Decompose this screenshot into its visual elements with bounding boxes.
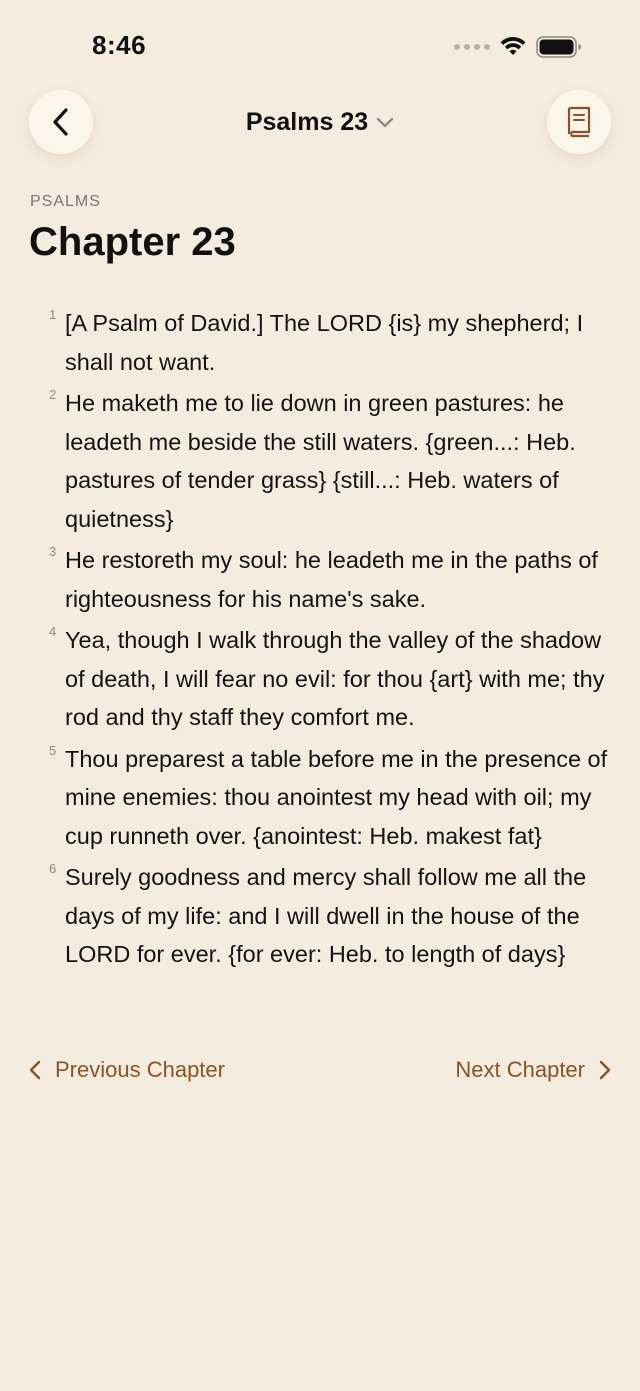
verse-number: 6	[49, 861, 57, 876]
next-chapter-label: Next Chapter	[455, 1057, 585, 1082]
verse-text: He maketh me to lie down in green pastures: he leadeth me beside the still waters. {green...: Heb. pastures of tender grass} {still...: Heb. waters of quietness}	[65, 390, 576, 532]
chapter-navigation	[29, 1054, 611, 1086]
book-icon	[565, 105, 593, 139]
signal-dots-icon	[454, 44, 490, 50]
chapter-title: Chapter 23	[29, 220, 236, 264]
chevron-down-icon	[376, 117, 394, 129]
verse	[40, 541, 620, 618]
chevron-right-icon	[599, 1060, 611, 1080]
verse-list	[40, 304, 620, 977]
status-time: 8:46	[92, 30, 147, 60]
verse-number: 4	[49, 624, 57, 639]
book-button[interactable]	[547, 90, 611, 154]
verse-number: 1	[49, 307, 57, 322]
chevron-left-icon	[29, 1060, 41, 1080]
verse-text: Thou preparest a table before me in the presence of mine enemies: thou anointest my head with oil; my cup runneth over. {anointest: Heb. makest fat}	[65, 745, 608, 849]
previous-chapter-label: Previous Chapter	[55, 1057, 225, 1082]
verse	[40, 304, 620, 381]
book-label: PSALMS	[30, 193, 101, 210]
verse	[40, 384, 620, 538]
next-chapter-button[interactable]	[455, 1057, 611, 1083]
verse-number: 2	[49, 387, 57, 402]
verse	[40, 858, 620, 974]
header	[0, 90, 640, 156]
chapter-picker[interactable]	[246, 108, 394, 137]
verse-number: 5	[49, 742, 57, 758]
verse-text: Yea, though I walk through the valley of the shadow of death, I will fear no evil: for thou {art} with me; thy rod and thy staff they comfort me.	[65, 627, 605, 730]
battery-icon	[536, 36, 582, 58]
verse	[40, 621, 620, 737]
header-title: Psalms 23	[245, 108, 369, 136]
verse-text: He restoreth my soul: he leadeth me in the paths of righteousness for his name's sake.	[65, 547, 598, 612]
verse-number: 3	[49, 544, 57, 559]
previous-chapter-button[interactable]	[29, 1057, 225, 1083]
verse-text: Surely goodness and mercy shall follow me all the days of my life: and I will dwell in the house of the LORD for ever. {for ever: Heb. to length of days}	[65, 864, 587, 967]
status-bar	[0, 0, 640, 90]
wifi-icon	[500, 37, 526, 57]
verse-text: [A Psalm of David.] The LORD {is} my shepherd; I shall not want.	[65, 310, 584, 375]
verse	[40, 740, 620, 856]
status-icons	[454, 34, 582, 60]
